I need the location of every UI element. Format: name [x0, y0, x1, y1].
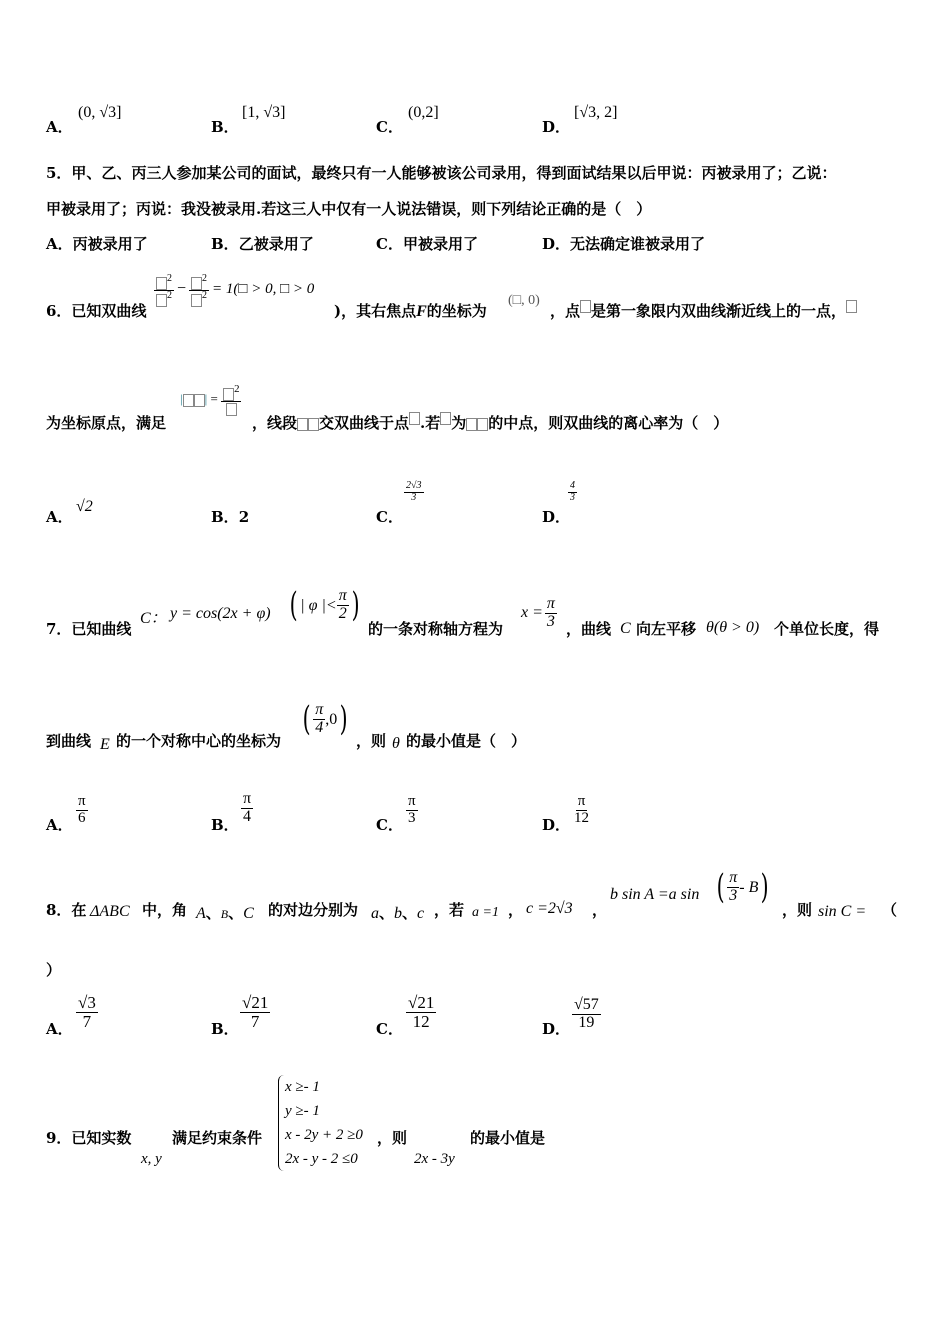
- denominator: 4: [243, 807, 252, 825]
- q4-option-a: [46, 116, 73, 137]
- numerator: π: [243, 790, 252, 807]
- option-value: 2: [238, 508, 250, 526]
- paren-left: (: [716, 867, 725, 908]
- q5-option-b: [211, 233, 314, 254]
- numerator: √3: [78, 993, 96, 1012]
- q7-option-b-frac: [241, 791, 253, 826]
- q7-option-c-frac: [406, 794, 418, 827]
- numerator: √57: [574, 996, 599, 1013]
- constraint-row: x - 2y + 2 ≥0: [285, 1127, 363, 1143]
- numerator: π: [408, 793, 416, 809]
- q7-text-8: ，则: [356, 732, 387, 750]
- q7-option-d-frac: [572, 794, 591, 827]
- placeholder-box: [183, 394, 194, 407]
- q7-text-4: 向左平移: [636, 620, 697, 638]
- paren-right: ): [761, 867, 770, 908]
- frac-y: $\frac{^2}{^2}$: [189, 274, 209, 307]
- paren-left: (: [289, 585, 298, 626]
- hyperbola-tail: = 1(□ > 0, □ > 0: [212, 281, 315, 297]
- text: 的中点，则双曲线的离心率为（ ）: [488, 414, 729, 432]
- q5-line2: 甲被录用了；丙说：我没被录用.若这三人中仅有一人说法错误，则下列结论正确的是（ ）: [46, 200, 652, 218]
- q7-E: E: [100, 736, 110, 753]
- q9-prefix: 9．已知实数: [46, 1129, 132, 1147]
- q8-prefix: 8．在: [46, 901, 87, 919]
- option-text: 丙被录用了: [72, 235, 148, 253]
- q7-option-b: B．: [211, 816, 239, 834]
- paren-left: (: [302, 699, 311, 740]
- q8-comma: ，: [508, 901, 524, 919]
- q8-triangle: ΔABC: [90, 903, 130, 920]
- q4-option-d-expr: [√3, 2]: [574, 104, 618, 121]
- q6-option-c-frac: [404, 481, 424, 503]
- frac-pi-4: [313, 702, 325, 737]
- q8-option-a-frac: [76, 994, 98, 1031]
- paren-right: ): [339, 699, 348, 740]
- option-text: 甲被录用了: [402, 235, 478, 253]
- q9-constraint-system: [278, 1075, 363, 1171]
- denominator: 12: [412, 1011, 430, 1031]
- q6-coord: (□, 0): [508, 293, 540, 308]
- option-text: 乙被录用了: [238, 235, 314, 253]
- q9-text-2: 满足约束条件: [172, 1129, 263, 1147]
- q6-prefix: 6．已知双曲线: [46, 302, 147, 320]
- numerator: π: [546, 595, 555, 612]
- separator: 、: [402, 904, 418, 922]
- numerator: 2√3: [406, 480, 422, 491]
- abs-phi: | φ |<: [300, 596, 337, 614]
- numerator: π: [78, 793, 86, 809]
- q8-angles: [196, 902, 254, 923]
- frac-b2-a: 2: [221, 384, 241, 416]
- numerator: 4: [570, 480, 575, 491]
- denominator: 3: [546, 612, 555, 630]
- denominator: 19: [578, 1013, 595, 1031]
- text: )，其右焦点: [334, 302, 417, 320]
- option-text: 无法确定谁被录用了: [570, 235, 706, 253]
- q7-axis: [521, 596, 557, 631]
- q4-option-d: D．: [542, 118, 571, 136]
- text: .若: [420, 414, 441, 432]
- axis-lhs: x =: [521, 603, 543, 621]
- q5-option-a: [46, 233, 148, 254]
- option-label: B．: [211, 235, 239, 253]
- q8-text-3: 的对边分别为: [268, 901, 359, 919]
- q6-option-a: A．: [46, 508, 73, 526]
- q9-target: 2x - 3y: [414, 1151, 455, 1167]
- text: 交双曲线于点: [319, 414, 410, 432]
- abs-bar: |: [180, 391, 183, 407]
- text: 为: [451, 414, 467, 432]
- numerator: π: [577, 793, 586, 809]
- q7-C: C: [620, 620, 631, 637]
- q8-sides: [371, 902, 424, 923]
- q8-paren-expr: [714, 867, 772, 908]
- placeholder-box: [846, 300, 857, 313]
- q6-text-2: [334, 300, 487, 321]
- q5-option-c: [376, 233, 478, 254]
- q8-text-4: ，若: [434, 901, 465, 919]
- separator: 、: [228, 904, 244, 922]
- numerator: √21: [242, 993, 269, 1012]
- q6-option-c: C．: [376, 508, 403, 526]
- q7-option-a: A．: [46, 816, 73, 834]
- focus-F: F: [416, 303, 427, 320]
- q6-hyperbola-eq: [154, 274, 314, 307]
- q6-option-a-expr: √2: [76, 498, 93, 515]
- q8-text-5: ，则: [782, 901, 813, 919]
- side-a: a: [371, 905, 379, 922]
- paren-right: ): [351, 585, 360, 626]
- q9-vars: x, y: [141, 1151, 162, 1167]
- q7-option-d: D．: [542, 816, 571, 834]
- q4-option-a-expr: (0, √3]: [78, 104, 122, 121]
- placeholder-box: [308, 418, 319, 431]
- q6-option-d-frac: [568, 481, 577, 503]
- placeholder-box: [466, 418, 477, 431]
- frac-pi-2: [337, 588, 349, 623]
- separator: 、: [379, 904, 395, 922]
- angle-A: A: [196, 905, 206, 922]
- denominator: 2: [338, 604, 347, 622]
- denominator: 4: [315, 718, 324, 736]
- text: ，线段: [252, 414, 298, 432]
- text: 的坐标为: [426, 302, 487, 320]
- angle-B: B: [220, 907, 229, 921]
- q7-prefix: 7．已知曲线: [46, 620, 132, 638]
- q8-option-d-frac: [572, 997, 601, 1032]
- q8-c-value: c =2√3: [526, 900, 573, 917]
- text: 是第一象限内双曲线渐近线上的一点，: [591, 302, 847, 320]
- option-label: A．: [46, 235, 73, 253]
- q7-equation: y = cos(2x + φ): [170, 605, 271, 622]
- denominator: 12: [574, 809, 589, 826]
- q7-text-6: 到曲线: [46, 732, 92, 750]
- q7-text-3: [566, 618, 611, 639]
- q8-open-paren: （: [882, 901, 898, 919]
- denominator: 6: [78, 809, 86, 826]
- text: ，曲线: [566, 620, 612, 638]
- q4-option-c-expr: (0,2]: [408, 104, 439, 121]
- denominator: 7: [250, 1011, 260, 1031]
- constraint-row: x ≥- 1: [285, 1079, 320, 1095]
- q7-option-c: C．: [376, 816, 403, 834]
- constraint-row: 2x - y - 2 ≤0: [285, 1151, 358, 1167]
- q8-option-b: B．: [211, 1020, 239, 1038]
- placeholder-box: [409, 412, 420, 425]
- side-b: b: [394, 905, 403, 922]
- side-c: c: [417, 905, 425, 922]
- q4-option-b-expr: [1, √3]: [242, 104, 286, 121]
- frac-pi-3: [727, 870, 739, 905]
- separator: 、: [205, 904, 221, 922]
- minus-sign: −: [177, 280, 187, 297]
- q8-lhs: b sin A =a sin: [610, 886, 700, 903]
- q6-origin-text: 为坐标原点，满足: [46, 414, 167, 432]
- q4-option-b: B．: [211, 118, 239, 136]
- placeholder-box: [580, 300, 591, 313]
- placeholder-box: [440, 412, 451, 425]
- denominator: 3: [411, 491, 417, 503]
- placeholder-box: [297, 418, 308, 431]
- denominator: 3: [570, 491, 575, 503]
- q8-option-b-frac: [240, 994, 270, 1031]
- q8-option-d: D．: [542, 1020, 571, 1038]
- q8-a-value: a =1: [472, 905, 499, 920]
- q6-text-4: [252, 412, 728, 433]
- q7-theta2: θ: [392, 735, 400, 752]
- frac-x: $\frac{^2}{^2}$: [154, 274, 174, 307]
- q8-option-c-frac: [406, 994, 436, 1031]
- option-label: C．: [376, 235, 403, 253]
- text: ，点: [550, 302, 581, 320]
- q8-text-2: 中，角: [142, 901, 188, 919]
- minus-B: - B: [739, 878, 759, 896]
- q7-curve-label: C：: [140, 610, 167, 627]
- q7-option-a-frac: [76, 794, 88, 827]
- denominator: 3: [408, 809, 416, 826]
- option-label: A．: [46, 118, 73, 136]
- q6-option-d: D．: [542, 508, 571, 526]
- abs-bar: |: [204, 391, 208, 407]
- q7-text-9: 的最小值是（ ）: [406, 732, 527, 750]
- q8-option-c: C．: [376, 1020, 403, 1038]
- q8-close-paren: ）: [46, 961, 62, 979]
- q5-line1: 5．甲、乙、丙三人参加某公司的面试，最终只有一人能够被该公司录用，得到面试结果以后甲说：丙被录用了；乙说：: [46, 164, 837, 182]
- numerator: √21: [408, 993, 435, 1012]
- option-label: B．: [211, 508, 239, 526]
- q7-text-2: 的一条对称轴方程为: [368, 620, 504, 638]
- placeholder-box: [194, 394, 205, 407]
- q7-text-5: 个单位长度，得: [774, 620, 880, 638]
- q8-option-a: A．: [46, 1020, 73, 1038]
- q7-condition: [287, 585, 362, 626]
- numerator: π: [729, 869, 738, 886]
- angle-C: C: [243, 905, 254, 922]
- q7-center: [300, 699, 351, 740]
- q7-theta: θ(θ > 0): [706, 619, 760, 636]
- q9-text-4: 的最小值是: [470, 1129, 546, 1147]
- constraint-row: y ≥- 1: [285, 1103, 320, 1119]
- q4-option-c: C．: [376, 118, 403, 136]
- numerator: π: [315, 701, 324, 718]
- q9-text-3: ，则: [377, 1129, 408, 1147]
- center-y: ,0: [325, 710, 338, 728]
- q6-condition: | | = $^2$: [180, 384, 241, 416]
- denominator: 3: [729, 886, 738, 904]
- placeholder-box: [477, 418, 488, 431]
- q5-option-d: [542, 233, 705, 254]
- q8-comma-2: ，: [592, 901, 608, 919]
- q6-option-b: [211, 506, 249, 527]
- q7-text-7: 的一个对称中心的坐标为: [116, 732, 282, 750]
- numerator: π: [338, 587, 347, 604]
- denominator: 7: [82, 1011, 92, 1031]
- q6-text-3: [550, 300, 857, 321]
- q8-sinC: sin C =: [818, 903, 867, 920]
- option-label: D．: [542, 235, 571, 253]
